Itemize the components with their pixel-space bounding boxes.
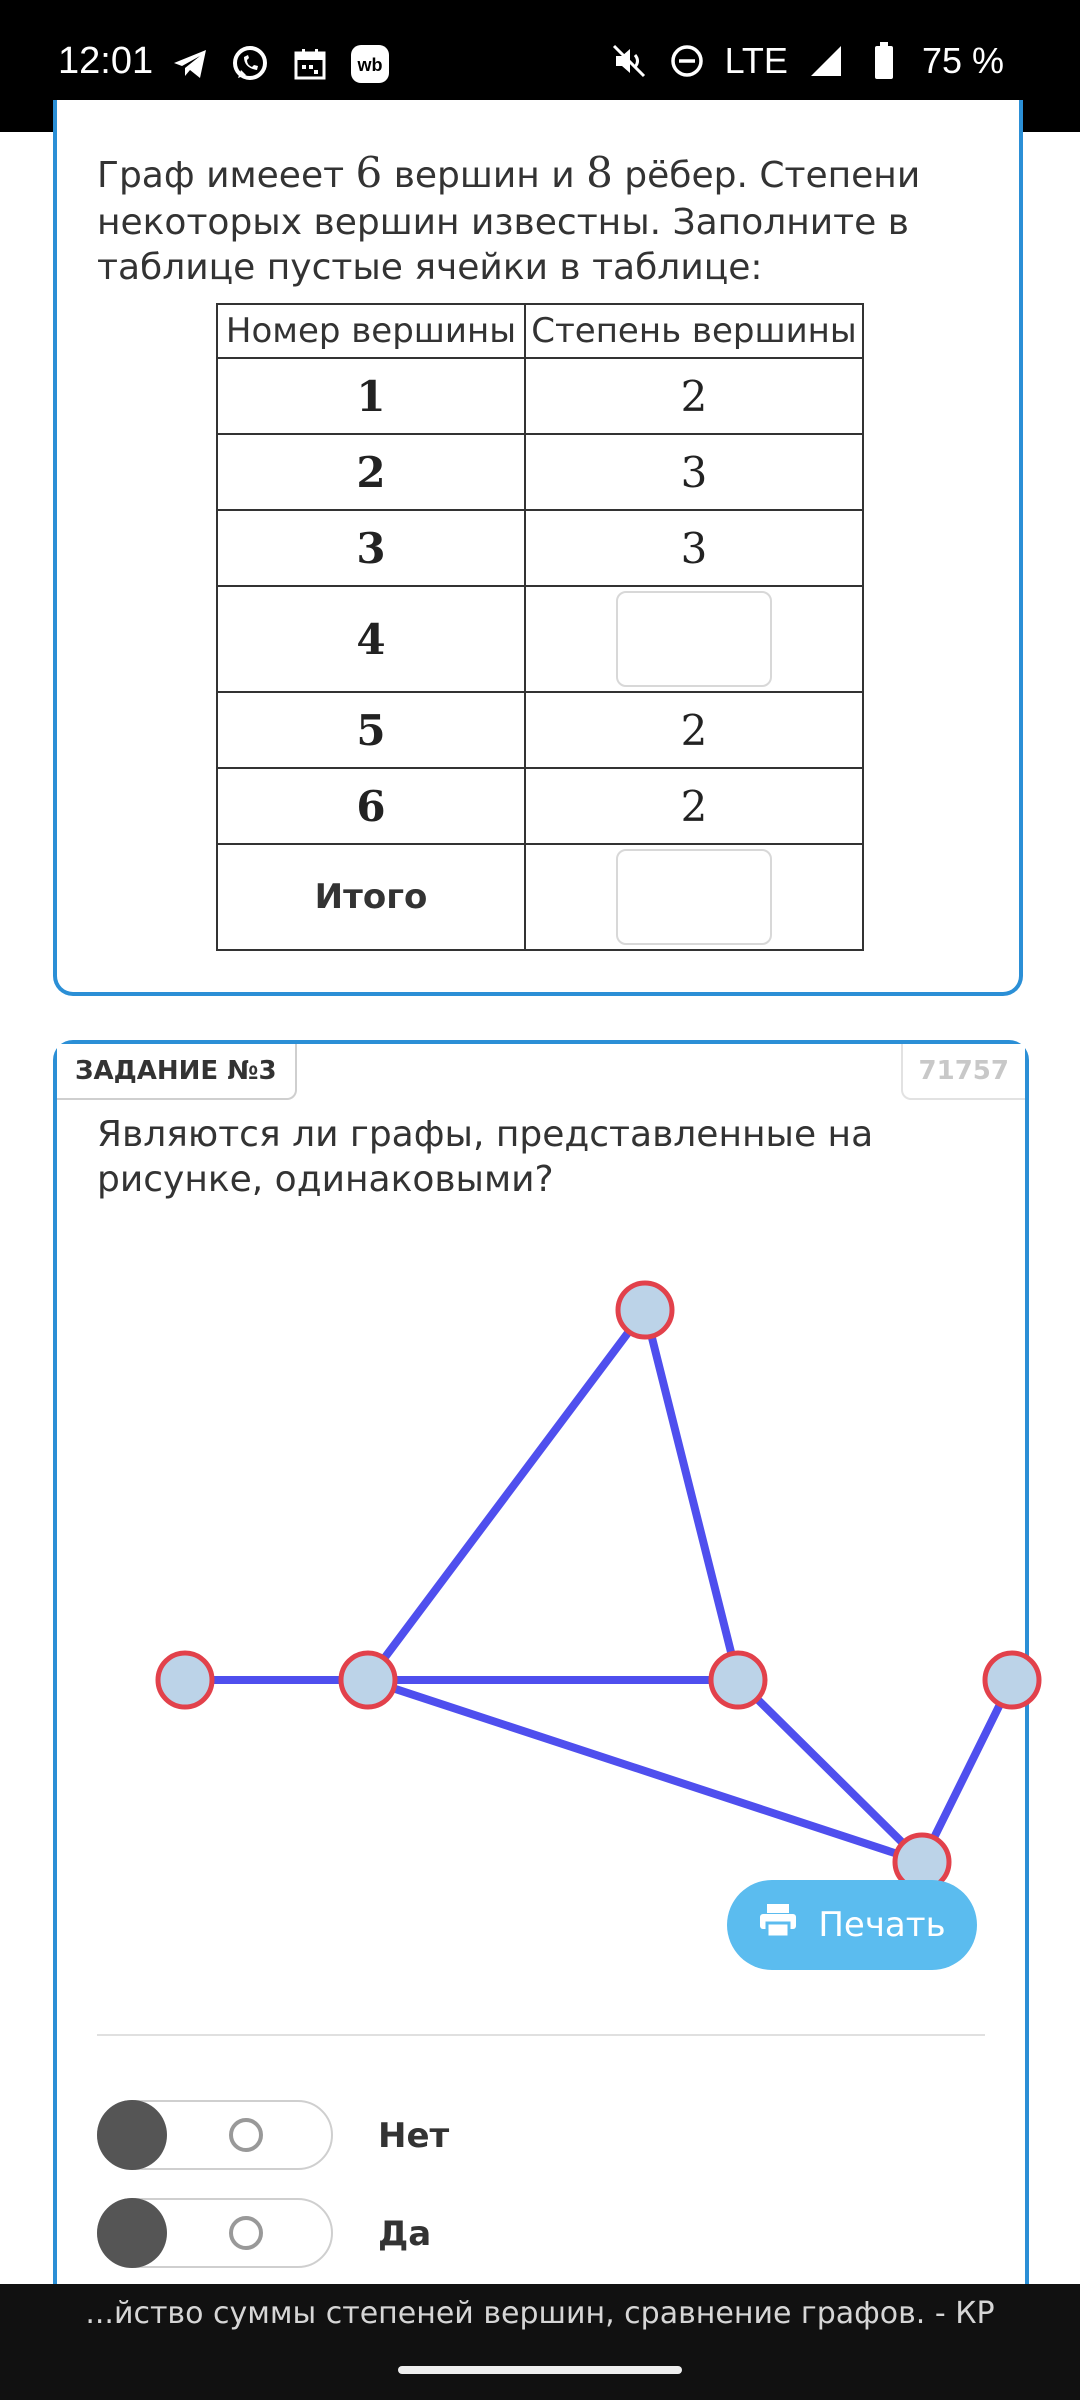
toggle-knob <box>97 2100 167 2170</box>
wb-app-icon <box>350 44 390 84</box>
printer-icon <box>758 1903 798 1948</box>
svg-text:wb: wb <box>357 55 383 75</box>
radio-ring-icon <box>229 2216 263 2250</box>
page-caption-bar <box>0 2284 1080 2400</box>
table-row <box>217 510 863 586</box>
graph-node <box>341 1653 395 1707</box>
print-label: Печать <box>818 1905 946 1945</box>
total-value-cell <box>525 844 863 950</box>
edge-count: 8 <box>586 148 613 197</box>
calendar-icon <box>290 44 330 84</box>
task2-text-line2: некоторых вершин известны. Заполните в <box>97 202 909 243</box>
graph-edge <box>922 1680 1012 1862</box>
vertex-degree: 2 <box>525 358 863 434</box>
graph-node <box>985 1653 1039 1707</box>
header-vertex-number: Номер вершины <box>217 304 525 358</box>
battery-icon <box>864 41 904 81</box>
table-row <box>217 586 863 692</box>
table-row-total <box>217 844 863 950</box>
vertex-number: 5 <box>217 692 525 768</box>
graph-node <box>618 1283 672 1337</box>
task-id-badge: 71757 <box>901 1044 1025 1100</box>
option-label-yes[interactable]: Да <box>378 2214 432 2254</box>
whatsapp-icon <box>230 44 270 84</box>
graph-edge <box>368 1310 645 1680</box>
system-icons <box>609 40 1004 82</box>
task2-text-line3: таблице пустые ячейки в таблице: <box>97 247 763 288</box>
signal-icon <box>806 41 846 81</box>
graph-node <box>158 1653 212 1707</box>
task2-text-line1: Граф имееет 6 вершин и 8 рёбер. Степени <box>97 148 921 197</box>
vertex-degree: 2 <box>525 692 863 768</box>
home-indicator[interactable] <box>398 2366 682 2374</box>
vertex-number: 6 <box>217 768 525 844</box>
option-label-no[interactable]: Нет <box>378 2116 450 2156</box>
vertex-number: 2 <box>217 434 525 510</box>
option-toggle-no[interactable] <box>97 2100 333 2170</box>
vertex-count: 6 <box>355 148 383 197</box>
telegram-icon <box>170 44 210 84</box>
notification-icons <box>170 44 390 84</box>
vertex-degree: 3 <box>525 510 863 586</box>
table-row <box>217 434 863 510</box>
table-row <box>217 358 863 434</box>
page-caption: ...йство суммы степеней вершин, сравнение графов. - КР <box>85 2296 995 2331</box>
graph-edge <box>645 1310 738 1680</box>
status-time: 12:01 <box>58 40 154 82</box>
option-toggle-yes[interactable] <box>97 2198 333 2268</box>
task3-question-line1: Являются ли графы, представленные на <box>97 1114 874 1155</box>
vertex-degree: 2 <box>525 768 863 844</box>
degree-4-input[interactable] <box>616 591 772 687</box>
divider <box>97 2034 985 2036</box>
task3-question-line2: рисунке, одинаковыми? <box>97 1159 554 1200</box>
do-not-disturb-icon <box>667 41 707 81</box>
graph-node <box>711 1653 765 1707</box>
network-type: LTE <box>724 40 788 81</box>
task-number-label: ЗАДАНИЕ №3 <box>57 1044 297 1100</box>
vertex-number: 1 <box>217 358 525 434</box>
graph-figure <box>0 1210 1080 1890</box>
graph-edge <box>368 1680 922 1862</box>
radio-ring-icon <box>229 2118 263 2152</box>
vertex-degree: 3 <box>525 434 863 510</box>
total-input[interactable] <box>616 849 772 945</box>
table-row <box>217 768 863 844</box>
header-vertex-degree: Степень вершины <box>525 304 863 358</box>
muted-icon <box>609 41 649 81</box>
vertex-number: 3 <box>217 510 525 586</box>
degree-table <box>216 303 864 951</box>
total-label: Итого <box>217 844 525 950</box>
battery-level: 75 % <box>921 40 1004 81</box>
toggle-knob <box>97 2198 167 2268</box>
print-button[interactable] <box>727 1880 977 1970</box>
vertex-degree-cell <box>525 586 863 692</box>
table-row <box>217 692 863 768</box>
vertex-number: 4 <box>217 586 525 692</box>
